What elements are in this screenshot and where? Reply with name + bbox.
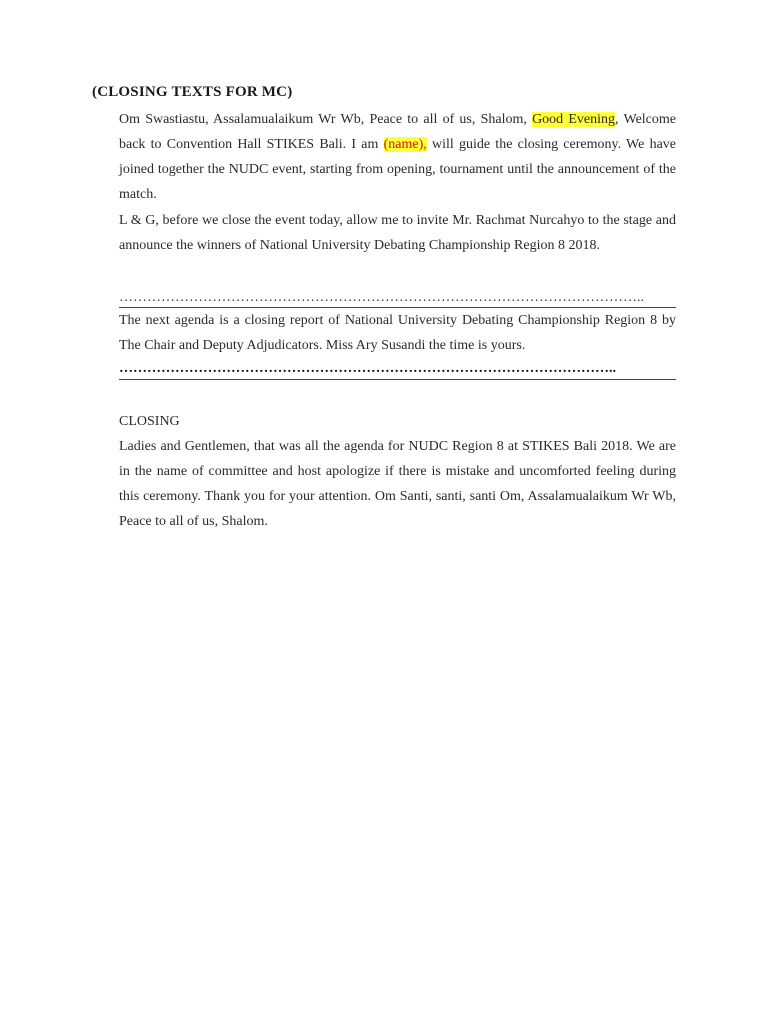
opening-text-part-2: , Welcome back to Convention Hall STIKES Bali. I am bbox=[119, 112, 676, 152]
winners-paragraph: L & G, before we close the event today, allow me to invite Mr. Rachmat Nurcahyo to the stage and announce the winners of National University Debating Championship Region 8 2018. bbox=[119, 213, 676, 253]
separator-underline-2 bbox=[119, 379, 676, 380]
dotted-separator-2: …………………………………………………………………………………………….. bbox=[119, 361, 616, 376]
report-paragraph: The next agenda is a closing report of National University Debating Championship Region 8 by The Chair and Deputy Adjudicators. Miss Ary Susandi the time is yours. bbox=[119, 313, 676, 353]
greeting-highlight: Good Evening bbox=[532, 112, 616, 127]
closing-heading: CLOSING bbox=[119, 414, 180, 429]
name-placeholder-highlight: (name), bbox=[383, 137, 427, 152]
document-title: (CLOSING TEXTS FOR MC) bbox=[92, 84, 293, 100]
opening-text-part-1: Om Swastiastu, Assalamualaikum Wr Wb, Peace to all of us, Shalom, bbox=[119, 112, 533, 127]
dotted-separator-1: ………………………………………………………………………………………………….. bbox=[119, 290, 644, 305]
opening-text-part-3: will guide the closing ceremony. We have joined together the NUDC event, starting from opening, tournament until the announcement of the match. bbox=[119, 137, 677, 202]
opening-paragraph bbox=[119, 107, 676, 207]
closing-paragraph: Ladies and Gentlemen, that was all the agenda for NUDC Region 8 at STIKES Bali 2018. We are in the name of committee and host apologize if there is mistake and uncomforted feeling during this ceremony. Thank you for your attention. Om Santi, santi, santi Om, Assalamualaikum Wr Wb, Peace to all of us, Shalom. bbox=[119, 439, 676, 529]
